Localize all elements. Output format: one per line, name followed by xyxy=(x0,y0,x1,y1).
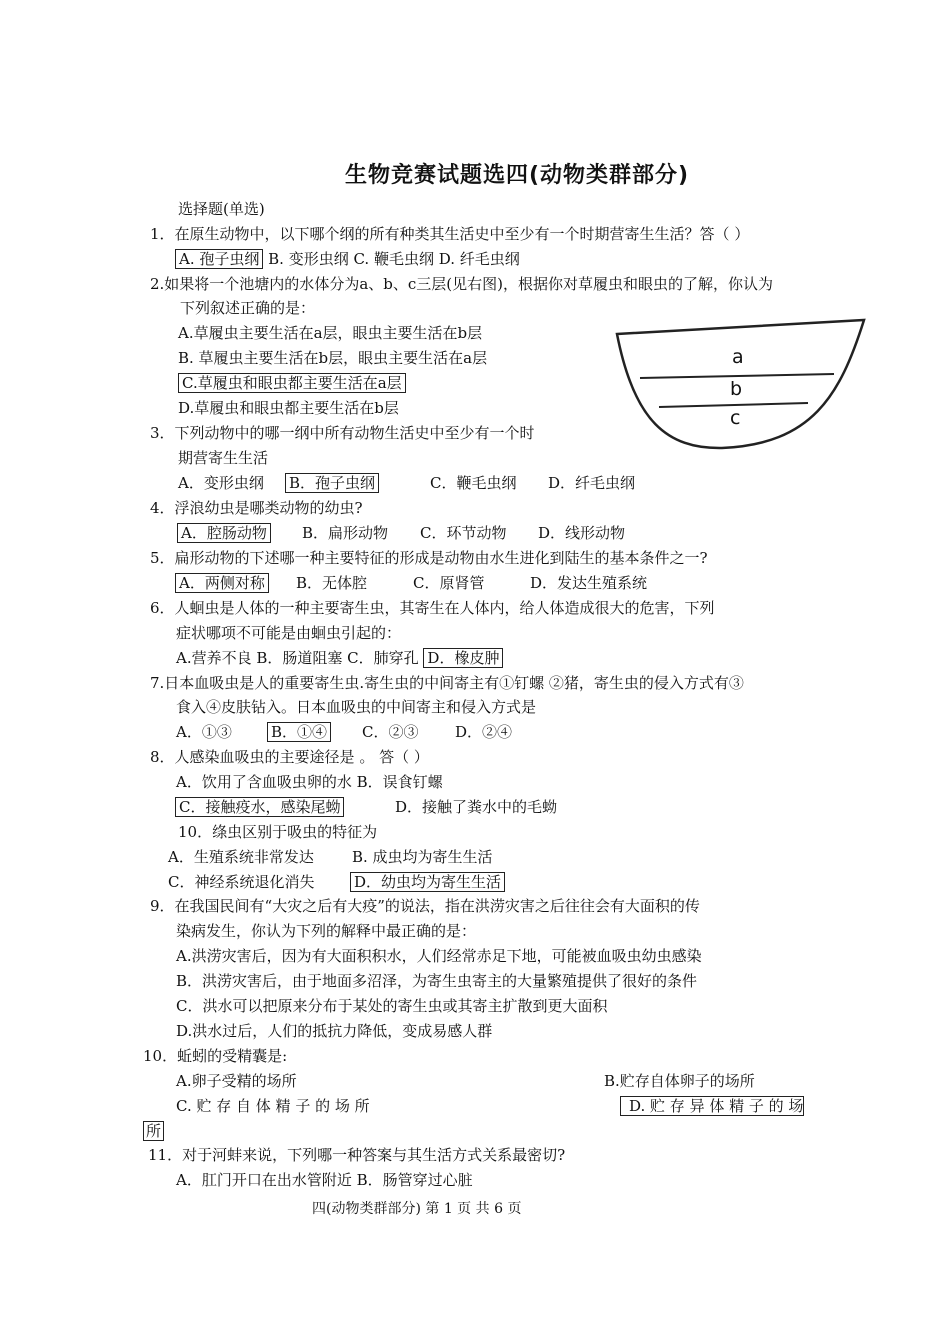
option-d xyxy=(350,872,505,892)
option-b: B．扁形动物 xyxy=(302,524,389,542)
option-d: D.草履虫和眼虫都主要生活在b层 xyxy=(178,399,399,417)
option-b: B．无体腔 xyxy=(296,574,368,592)
option-text: B. 变形虫纲 C. 鞭毛虫纲 D. 纤毛虫纲 xyxy=(268,250,520,268)
question-7-stem-cont: 食入④皮肤钻入。日本血吸虫的中间寄主和侵入方式是 xyxy=(176,698,537,716)
answer-box: D. 贮 存 异 体 精 子 的 场 xyxy=(620,1096,804,1116)
answer-box: D．橡皮肿 xyxy=(423,648,503,668)
option-a: A.洪涝灾害后，因为有大面积积水，人们经常赤足下地，可能被血吸虫幼虫感染 xyxy=(176,947,702,965)
answer-box: A. 孢子虫纲 xyxy=(175,249,263,269)
option-d: D.洪水过后，人们的抵抗力降低，变成易感人群 xyxy=(176,1022,493,1040)
question-3-stem-cont: 期营寄生生活 xyxy=(178,449,269,467)
question-9-stem: 9．在我国民间有“大灾之后有大疫”的说法，指在洪涝灾害之后往往会有大面积的传 xyxy=(150,897,700,915)
layer-label-b: b xyxy=(730,378,743,400)
option-b xyxy=(285,473,379,493)
answer-box-cont: 所 xyxy=(143,1121,164,1141)
question-1-stem: 1．在原生动物中，以下哪个纲的所有种类其生活史中至少有一个时期营寄生生活？答（ ） xyxy=(150,225,750,243)
option-b: B. 成虫均为寄生生活 xyxy=(352,848,493,866)
option-c xyxy=(175,797,344,817)
option-c: C．环节动物 xyxy=(420,524,507,542)
question-7-stem: 7.日本血吸虫是人的重要寄生虫.寄生虫的中间寄主有①钉螺 ②猪，寄生虫的侵入方式有③ xyxy=(150,674,744,692)
question-6-stem: 6．人蛔虫是人体的一种主要寄生虫，其寄生在人体内，给人体造成很大的危害，下列 xyxy=(150,599,715,617)
question-10-stem: 10．绦虫区别于吸虫的特征为 xyxy=(178,823,378,841)
option-d xyxy=(620,1096,804,1116)
layer-label-a: a xyxy=(732,346,744,368)
answer-box: C．接触疫水，感染尾蚴 xyxy=(175,797,344,817)
option-d: D．纤毛虫纲 xyxy=(548,474,636,492)
option-b: B．洪涝灾害后，由于地面多沼泽，为寄生虫寄主的大量繁殖提供了很好的条件 xyxy=(176,972,698,990)
option-c: C．②③ xyxy=(362,723,419,741)
option-b xyxy=(267,722,331,742)
question-2-stem-cont: 下列叙述正确的是： xyxy=(180,299,316,317)
option-ab: A．肛门开口在出水管附近 B．肠管穿过心脏 xyxy=(176,1171,473,1189)
option-a: A.卵子受精的场所 xyxy=(176,1072,297,1090)
question-11-stem: 11．对于河蚌来说，下列哪一种答案与其生活方式关系最密切? xyxy=(148,1146,566,1164)
question-6-options xyxy=(176,648,503,668)
layer-label-c: c xyxy=(730,407,741,429)
option-text: A.营养不良 B．肠道阻塞 C．肺穿孔 xyxy=(176,649,419,667)
question-8-stem: 8．人感染血吸虫的主要途径是 。 答（ ） xyxy=(150,748,429,766)
option-c: C．鞭毛虫纲 xyxy=(430,474,517,492)
question-1-options xyxy=(175,249,520,269)
section-heading: 选择题(单选) xyxy=(178,200,265,218)
page-footer: 四(动物类群部分) 第 1 页 共 6 页 xyxy=(312,1201,522,1217)
question-4-stem: 4．浮浪幼虫是哪类动物的幼虫? xyxy=(150,499,363,517)
option-d: D．线形动物 xyxy=(538,524,626,542)
option-a xyxy=(177,523,271,543)
option-d: D．接触了粪水中的毛蚴 xyxy=(395,798,558,816)
option-c: C．原肾管 xyxy=(413,574,485,592)
option-b: B.贮存自体卵子的场所 xyxy=(604,1072,755,1090)
question-6-stem-cont: 症状哪项不可能是由蛔虫引起的： xyxy=(176,624,402,642)
question-5-stem: 5．扁形动物的下述哪一种主要特征的形成是动物由水生进化到陆生的基本条件之一? xyxy=(150,549,708,567)
question-3-stem: 3．下列动物中的哪一纲中所有动物生活史中至少有一个时 xyxy=(150,424,535,442)
option-c: C. 贮 存 自 体 精 子 的 场 所 xyxy=(176,1097,370,1115)
page-title: 生物竞赛试题选四(动物类群部分) xyxy=(345,163,690,188)
answer-box: B．孢子虫纲 xyxy=(285,473,379,493)
answer-box: A．腔肠动物 xyxy=(177,523,271,543)
option-a: A.草履虫主要生活在a层，眼虫主要生活在b层 xyxy=(178,324,483,342)
answer-box: A．两侧对称 xyxy=(175,573,269,593)
option-d: D．②④ xyxy=(455,723,513,741)
answer-box: B．①④ xyxy=(267,722,331,742)
option-a: A．生殖系统非常发达 xyxy=(168,848,314,866)
option-ab: A．饮用了含血吸虫卵的水 B．误食钉螺 xyxy=(176,773,443,791)
option-c xyxy=(178,373,406,393)
option-a: A．①③ xyxy=(176,723,232,741)
question-10b-stem: 10．蚯蚓的受精囊是: xyxy=(143,1047,288,1065)
option-b: B. 草履虫主要生活在b层，眼虫主要生活在a层 xyxy=(178,349,488,367)
option-c: C．洪水可以把原来分布于某处的寄生虫或其寄主扩散到更大面积 xyxy=(176,997,608,1015)
option-a xyxy=(175,573,269,593)
option-d-cont xyxy=(143,1121,164,1141)
answer-box: D．幼虫均为寄生生活 xyxy=(350,872,505,892)
pond-layers-figure xyxy=(612,316,872,466)
question-2-stem: 2.如果将一个池塘内的水体分为a、b、c三层(见右图)，根据你对草履虫和眼虫的了解，你认为 xyxy=(150,275,773,293)
option-a: A．变形虫纲 xyxy=(178,474,264,492)
question-9-stem-cont: 染病发生，你认为下列的解释中最正确的是： xyxy=(176,922,477,940)
answer-box: C.草履虫和眼虫都主要生活在a层 xyxy=(178,373,406,393)
option-d: D．发达生殖系统 xyxy=(530,574,648,592)
option-c: C．神经系统退化消失 xyxy=(168,873,315,891)
